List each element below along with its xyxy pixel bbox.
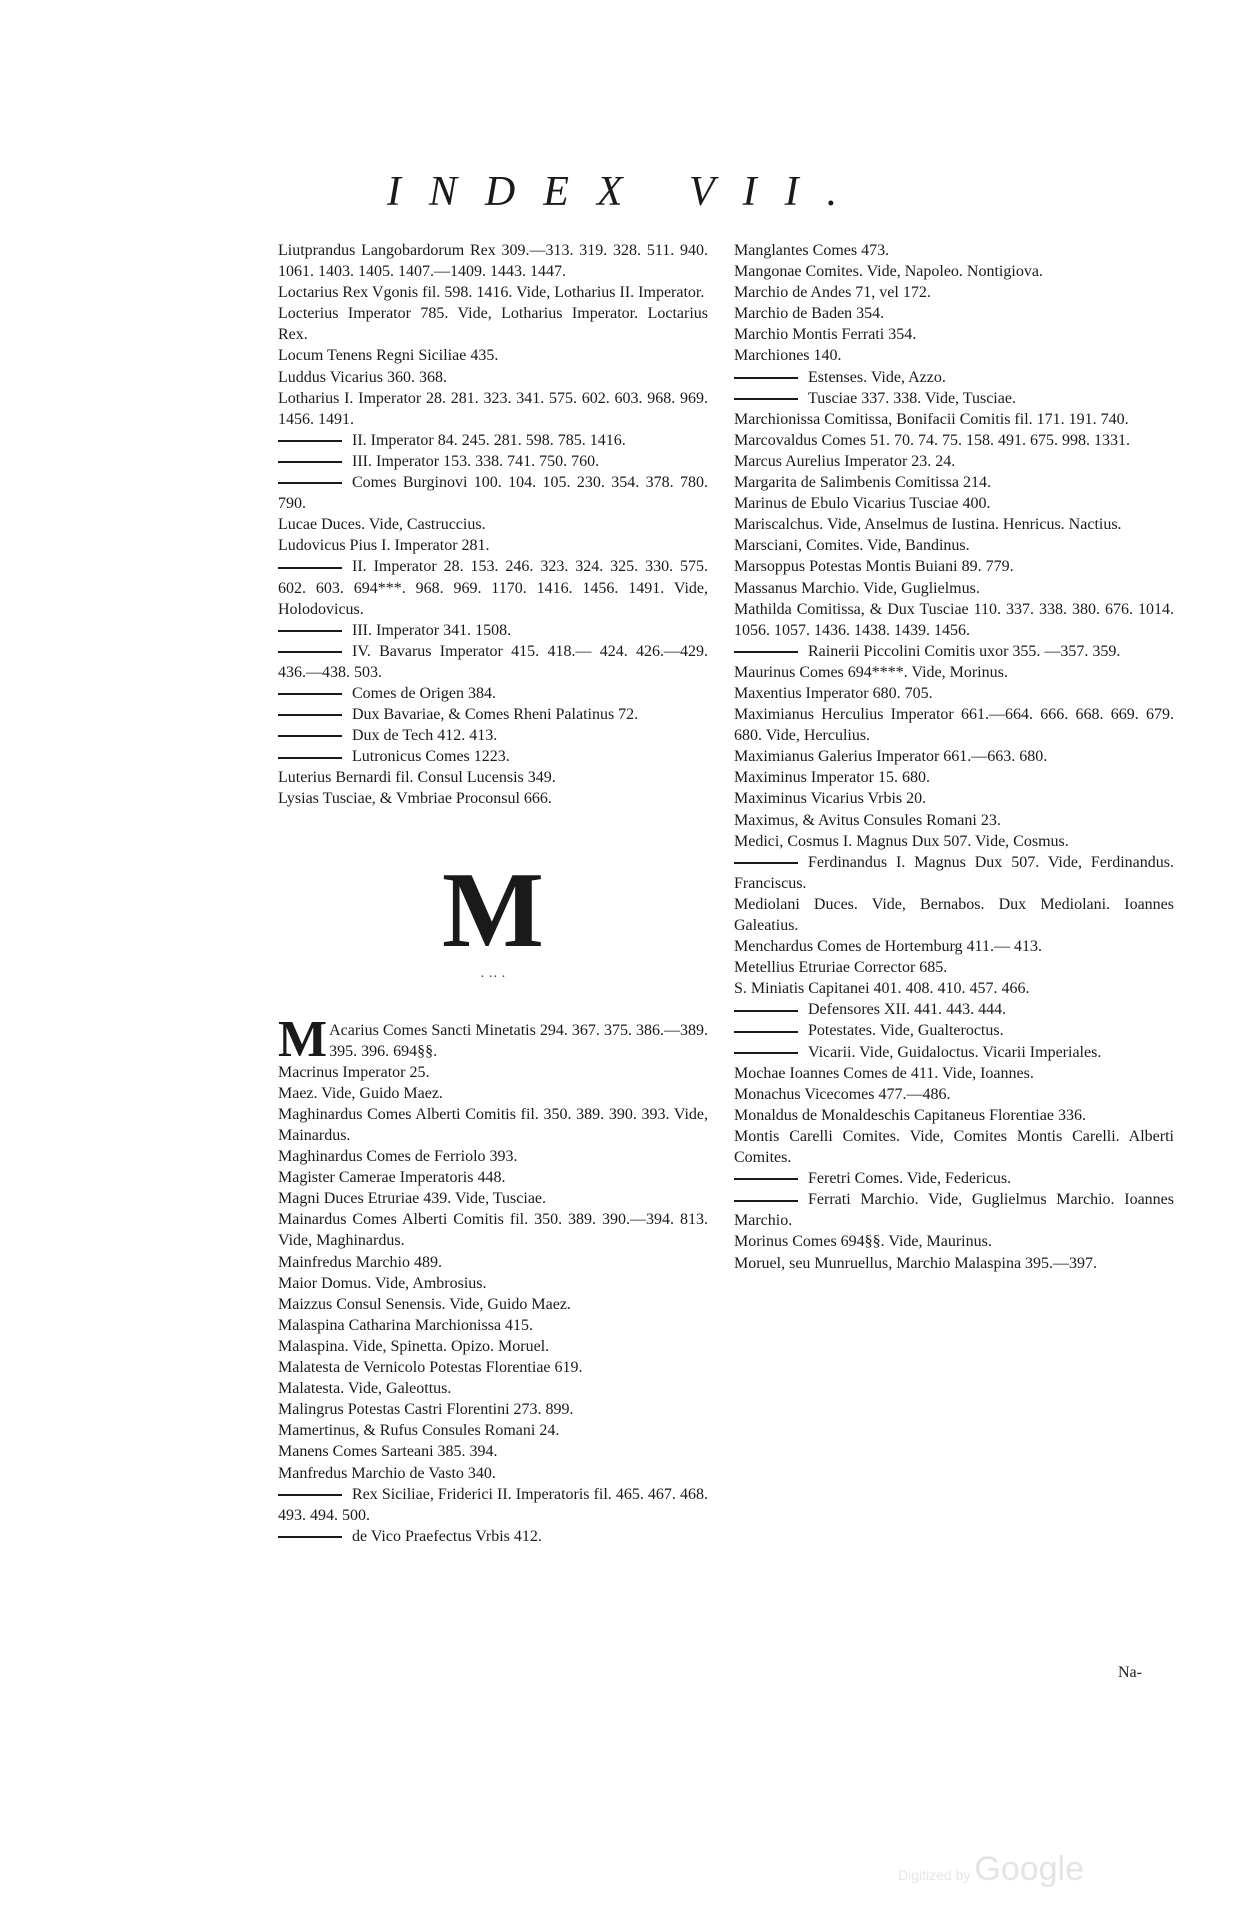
entry-text: Montis Carelli Comites. Vide, Comites Montis Carelli. Alberti Comites. (734, 1127, 1174, 1167)
ditto-dash (734, 398, 798, 400)
index-entry (278, 514, 708, 535)
index-subentry (278, 746, 708, 767)
entry-text: Mainfredus Marchio 489. (278, 1253, 442, 1271)
index-entry (278, 1062, 708, 1083)
index-entry (278, 1294, 708, 1315)
ditto-dash (278, 693, 342, 695)
entry-text: Marchio de Andes 71, vel 172. (734, 284, 931, 302)
index-subentry (734, 852, 1174, 894)
entry-text: Tusciae 337. 338. Vide, Tusciae. (808, 389, 1016, 407)
ditto-dash (278, 1494, 342, 1496)
ditto-dash (278, 735, 342, 737)
index-subentry (734, 1042, 1174, 1063)
entry-text: Maior Domus. Vide, Ambrosius. (278, 1274, 487, 1292)
entry-text: Maximianus Herculius Imperator 661.—664. 666. 668. 669. 679. 680. Vide, Herculius. (734, 706, 1174, 745)
entry-text: Maximianus Galerius Imperator 661.—663. 680. (734, 748, 1048, 766)
entry-text: Vicarii. Vide, Guidaloctus. Vicarii Imperiales. (808, 1043, 1102, 1061)
index-entry (734, 810, 1174, 831)
section-ornament: · ·· · (480, 969, 506, 985)
entry-text: S. Miniatis Capitanei 401. 408. 410. 457. 466. (734, 980, 1030, 998)
index-subentry (734, 1168, 1174, 1189)
entry-text: Ferrati Marchio. Vide, Guglielmus Marchio. Ioannes Marchio. (734, 1191, 1174, 1230)
entry-text: Potestates. Vide, Gualteroctus. (808, 1022, 1004, 1040)
digitized-watermark (898, 1850, 1084, 1889)
entry-text: Malatesta. Vide, Galeottus. (278, 1380, 452, 1398)
right-entries (734, 240, 1174, 1274)
ditto-dash (734, 1010, 798, 1012)
entry-text: Lotharius I. Imperator 28. 281. 323. 341. 575. 602. 603. 968. 969. 1456. 1491. (278, 389, 708, 428)
index-entry (734, 472, 1174, 493)
entry-text: Estenses. Vide, Azzo. (808, 368, 946, 386)
index-entry (734, 704, 1174, 746)
index-entry (734, 894, 1174, 936)
ditto-dash (278, 440, 342, 442)
index-entry (278, 1188, 708, 1209)
entry-text: II. Imperator 84. 245. 281. 598. 785. 1416. (352, 431, 626, 449)
entry-text: Luterius Bernardi fil. Consul Lucensis 349. (278, 769, 556, 787)
entry-text: Malaspina. Vide, Spinetta. Opizo. Moruel. (278, 1337, 550, 1355)
entry-text: Lysias Tusciae, & Vmbriae Proconsul 666. (278, 790, 552, 808)
entry-text: Maximinus Vicarius Vrbis 20. (734, 790, 927, 808)
entry-text: Dux de Tech 412. 413. (352, 727, 498, 745)
index-subentry (278, 430, 708, 451)
index-entry (734, 556, 1174, 577)
index-entry (278, 345, 708, 366)
entry-text: Rex Siciliae, Friderici II. Imperatoris fil. 465. 467. 468. 493. 494. 500. (278, 1485, 708, 1524)
index-entry (734, 683, 1174, 704)
index-subentry (278, 641, 708, 683)
ditto-dash (734, 1031, 798, 1033)
index-entry (734, 240, 1174, 261)
entry-text: Magni Duces Etruriae 439. Vide, Tusciae. (278, 1190, 547, 1208)
entry-text: Acarius Comes Sancti Minetatis 294. 367. 375. 386.—389. 395. 396. 694§§. (329, 1021, 708, 1060)
index-subentry (734, 367, 1174, 388)
ditto-dash (278, 651, 342, 653)
entry-text: II. Imperator 28. 153. 246. 323. 324. 325. 330. 575. 602. 603. 694***. 968. 969. 1170. 1416. 1456. 1491. Vide, Holodovicus. (278, 558, 708, 618)
entry-text: Ferdinandus I. Magnus Dux 507. Vide, Ferdinandus. Franciscus. (734, 853, 1174, 892)
section-letter: M (442, 850, 544, 970)
entry-text: Marchio de Baden 354. (734, 305, 885, 323)
entry-text: Moruel, seu Munruellus, Marchio Malaspina 395.—397. (734, 1254, 1098, 1272)
index-entry (278, 1104, 708, 1146)
index-entry (278, 367, 708, 388)
ditto-dash (278, 630, 342, 632)
entry-text: Lucae Duces. Vide, Castruccius. (278, 516, 486, 534)
index-column-left (278, 240, 708, 1547)
entry-text: Malatesta de Vernicolo Potestas Florentiae 619. (278, 1359, 583, 1377)
index-entry (734, 514, 1174, 535)
entry-text: Marinus de Ebulo Vicarius Tusciae 400. (734, 495, 991, 513)
entry-text: Marcus Aurelius Imperator 23. 24. (734, 452, 956, 470)
index-entry (734, 535, 1174, 556)
ditto-dash (734, 1200, 798, 1202)
entry-text: Marsoppus Potestas Montis Buiani 89. 779. (734, 558, 1014, 576)
index-entry (734, 430, 1174, 451)
index-entry (734, 599, 1174, 641)
index-entry (278, 1441, 708, 1462)
index-entry (734, 493, 1174, 514)
index-entry (278, 1209, 708, 1251)
entry-text: Maurinus Comes 694****. Vide, Morinus. (734, 663, 1008, 681)
entry-text: Liutprandus Langobardorum Rex 309.—313. 319. 328. 511. 940. 1061. 1403. 1405. 1407.—1409. 1443. 1447. (278, 242, 708, 281)
entry-text: Marsciani, Comites. Vide, Bandinus. (734, 537, 970, 555)
entry-text: IV. Bavarus Imperator 415. 418.— 424. 426.—429. 436.—438. 503. (278, 642, 708, 681)
index-entry (734, 451, 1174, 472)
index-entry (734, 746, 1174, 767)
watermark-prefix: Digitized by (898, 1867, 971, 1883)
index-subentry (734, 641, 1174, 662)
entry-text: III. Imperator 341. 1508. (352, 621, 512, 639)
index-subentry (278, 683, 708, 704)
index-subentry (734, 999, 1174, 1020)
catchword: Na- (1118, 1664, 1142, 1681)
index-entry (734, 1253, 1174, 1274)
index-entry (278, 1420, 708, 1441)
entry-text: Morinus Comes 694§§. Vide, Maurinus. (734, 1233, 992, 1251)
left-entries-M (278, 1010, 708, 1547)
entry-text: Mamertinus, & Rufus Consules Romani 24. (278, 1422, 560, 1440)
ditto-dash (734, 651, 798, 653)
index-entry (734, 324, 1174, 345)
index-entry (734, 662, 1174, 683)
entry-text: Mochae Ioannes Comes de 411. Vide, Ioannes. (734, 1064, 1034, 1082)
index-entry (278, 303, 708, 345)
entry-text: Macrinus Imperator 25. (278, 1063, 430, 1081)
index-subentry (734, 1020, 1174, 1041)
entry-text: Malingrus Potestas Castri Florentini 273. 899. (278, 1401, 574, 1419)
entry-text: Malaspina Catharina Marchionissa 415. (278, 1316, 534, 1334)
entry-text: Locterius Imperator 785. Vide, Lotharius Imperator. Loctarius Rex. (278, 305, 708, 344)
entry-text: Lutronicus Comes 1223. (352, 748, 510, 766)
index-entry (734, 1126, 1174, 1168)
index-subentry (278, 472, 708, 514)
index-entry (734, 978, 1174, 999)
entry-text: Menchardus Comes de Hortemburg 411.— 413. (734, 938, 1042, 956)
entry-text: Manfredus Marchio de Vasto 340. (278, 1464, 496, 1482)
ditto-dash (734, 377, 798, 379)
entry-text: Maghinardus Comes Alberti Comitis fil. 350. 389. 390. 393. Vide, Mainardus. (278, 1105, 708, 1144)
entry-text: de Vico Praefectus Vrbis 412. (352, 1527, 542, 1545)
entry-text: Marcovaldus Comes 51. 70. 74. 75. 158. 491. 675. 998. 1331. (734, 431, 1130, 449)
entry-text: Maez. Vide, Guido Maez. (278, 1084, 443, 1102)
entry-text: Margarita de Salimbenis Comitissa 214. (734, 474, 992, 492)
ditto-dash (278, 482, 342, 484)
ditto-dash (734, 1178, 798, 1180)
watermark-brand: Google (974, 1850, 1085, 1888)
index-entry (734, 1105, 1174, 1126)
index-entry (734, 788, 1174, 809)
index-entry (734, 578, 1174, 599)
dropcap-letter: M (278, 1010, 328, 1068)
index-entry (278, 1463, 708, 1484)
entry-text: Ludovicus Pius I. Imperator 281. (278, 537, 490, 555)
index-entry (278, 388, 708, 430)
entry-text: Rainerii Piccolini Comitis uxor 355. —357. 359. (808, 642, 1121, 660)
index-entry (734, 957, 1174, 978)
entry-text: Manglantes Comes 473. (734, 242, 890, 259)
entry-text: Maximinus Imperator 15. 680. (734, 769, 930, 787)
index-subentry (278, 451, 708, 472)
index-entry (278, 535, 708, 556)
index-entry (278, 1336, 708, 1357)
ditto-dash (278, 461, 342, 463)
index-entry (734, 282, 1174, 303)
entry-text: Defensores XII. 441. 443. 444. (808, 1001, 1007, 1019)
ditto-dash (278, 1536, 342, 1538)
index-entry (278, 1252, 708, 1273)
entry-text: Maximus, & Avitus Consules Romani 23. (734, 811, 1001, 829)
index-entry (278, 1273, 708, 1294)
index-subentry (734, 388, 1174, 409)
entry-text: Luddus Vicarius 360. 368. (278, 368, 447, 386)
index-entry (734, 1231, 1174, 1252)
index-entry (734, 261, 1174, 282)
index-entry (278, 1315, 708, 1336)
entry-text: Marchiones 140. (734, 347, 842, 365)
entry-text: Mariscalchus. Vide, Anselmus de Iustina. Henricus. Nactius. (734, 516, 1122, 534)
entry-text: Dux Bavariae, & Comes Rheni Palatinus 72. (352, 706, 639, 724)
index-entry (278, 1010, 708, 1068)
index-subentry (278, 1484, 708, 1526)
index-subentry (278, 725, 708, 746)
entry-text: Locum Tenens Regni Siciliae 435. (278, 347, 499, 365)
index-entry (734, 831, 1174, 852)
index-entry (734, 409, 1174, 430)
ditto-dash (278, 567, 342, 569)
index-entry (278, 1146, 708, 1167)
entry-text: Marchio Montis Ferrati 354. (734, 326, 917, 344)
index-subentry (278, 620, 708, 641)
entry-text: Manens Comes Sarteani 385. 394. (278, 1443, 498, 1461)
entry-text: Loctarius Rex Vgonis fil. 598. 1416. Vide, Lotharius II. Imperator. (278, 284, 705, 302)
index-entry (734, 1063, 1174, 1084)
entry-text: Mediolani Duces. Vide, Bernabos. Dux Mediolani. Ioannes Galeatius. (734, 895, 1174, 934)
index-entry (734, 936, 1174, 957)
index-entry (278, 1357, 708, 1378)
entry-text: Magister Camerae Imperatoris 448. (278, 1169, 506, 1187)
index-entry (734, 303, 1174, 324)
ditto-dash (278, 714, 342, 716)
entry-text: Monaldus de Monaldeschis Capitaneus Florentiae 336. (734, 1106, 1086, 1124)
entry-text: Metellius Etruriae Corrector 685. (734, 959, 948, 977)
entry-text: Comes de Origen 384. (352, 684, 496, 702)
ditto-dash (734, 1052, 798, 1054)
ditto-dash (278, 757, 342, 759)
entry-text: Mathilda Comitissa, & Dux Tusciae 110. 337. 338. 380. 676. 1014. 1056. 1057. 1436. 1438. 1439. 1456. (734, 600, 1174, 639)
entry-text: Medici, Cosmus I. Magnus Dux 507. Vide, Cosmus. (734, 832, 1069, 850)
entry-text: Maxentius Imperator 680. 705. (734, 684, 933, 702)
left-entries-L (278, 240, 708, 810)
entry-text: Monachus Vicecomes 477.—486. (734, 1085, 951, 1103)
entry-text: Mainardus Comes Alberti Comitis fil. 350. 389. 390.—394. 813. Vide, Maghinardus. (278, 1211, 708, 1250)
entry-text: Massanus Marchio. Vide, Guglielmus. (734, 579, 980, 597)
entry-text: III. Imperator 153. 338. 741. 750. 760. (352, 452, 600, 470)
entry-text: Mangonae Comites. Vide, Napoleo. Nontigiova. (734, 263, 1043, 281)
index-entry (734, 1084, 1174, 1105)
index-entry (278, 767, 708, 788)
entry-text: Feretri Comes. Vide, Federicus. (808, 1170, 1012, 1188)
entry-text: Comes Burginovi 100. 104. 105. 230. 354. 378. 780. 790. (278, 474, 708, 513)
index-entry (734, 767, 1174, 788)
index-subentry (734, 1189, 1174, 1231)
index-subentry (278, 704, 708, 725)
index-entry (278, 1378, 708, 1399)
entry-text: Marchionissa Comitissa, Bonifacii Comitis fil. 171. 191. 740. (734, 410, 1129, 428)
index-entry (278, 282, 708, 303)
ditto-dash (734, 862, 798, 864)
index-entry (278, 788, 708, 809)
index-subentry (278, 1526, 708, 1547)
index-entry (278, 1167, 708, 1188)
entry-text: Maizzus Consul Senensis. Vide, Guido Maez. (278, 1295, 571, 1313)
page-title: INDEX VII. (386, 169, 866, 215)
index-entry (278, 240, 708, 282)
index-entry (278, 1083, 708, 1104)
index-entry (734, 345, 1174, 366)
entry-text: Maghinardus Comes de Ferriolo 393. (278, 1148, 518, 1166)
index-entry (278, 1399, 708, 1420)
index-column-right (734, 240, 1174, 1274)
index-subentry (278, 556, 708, 619)
